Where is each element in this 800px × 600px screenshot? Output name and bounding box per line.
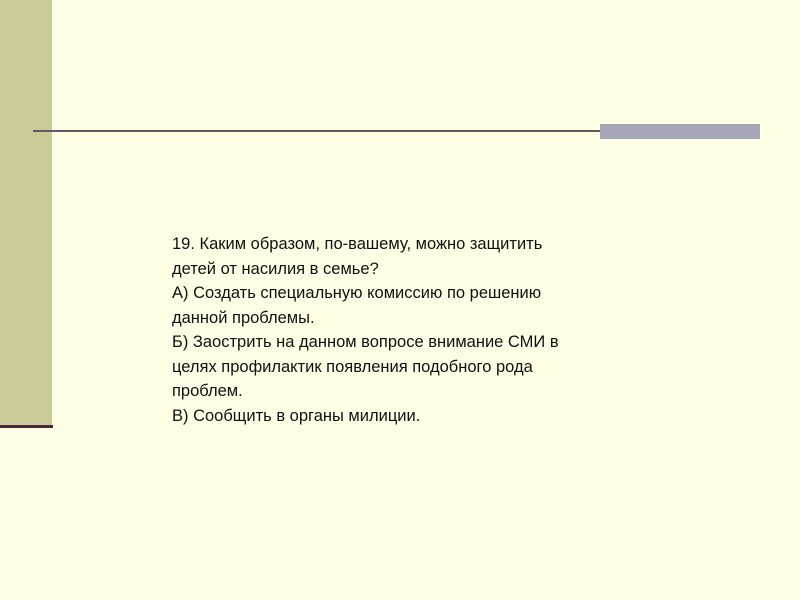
answer-option-b-cont: целях профилактик появления подобного рода [172,357,533,376]
left-decorative-bar [0,0,52,426]
horizontal-rule-accent [600,124,760,139]
horizontal-rule [33,130,600,132]
answer-option-v: В) Сообщить в органы милиции. [172,406,421,425]
left-bar-bottom-line [0,425,53,428]
answer-option-a: А) Создать специальную комиссию по решению [172,284,542,302]
answer-option-b-cont: проблем. [172,382,243,400]
question-line: детей от насилия в семье? [172,259,379,278]
question-line: 19. Каким образом, по-вашему, можно защитить [172,235,543,253]
answer-option-a-cont: данной проблемы. [172,308,315,327]
question-text [172,232,672,428]
answer-option-b: Б) Заострить на данном вопросе внимание СМИ в [172,333,559,351]
